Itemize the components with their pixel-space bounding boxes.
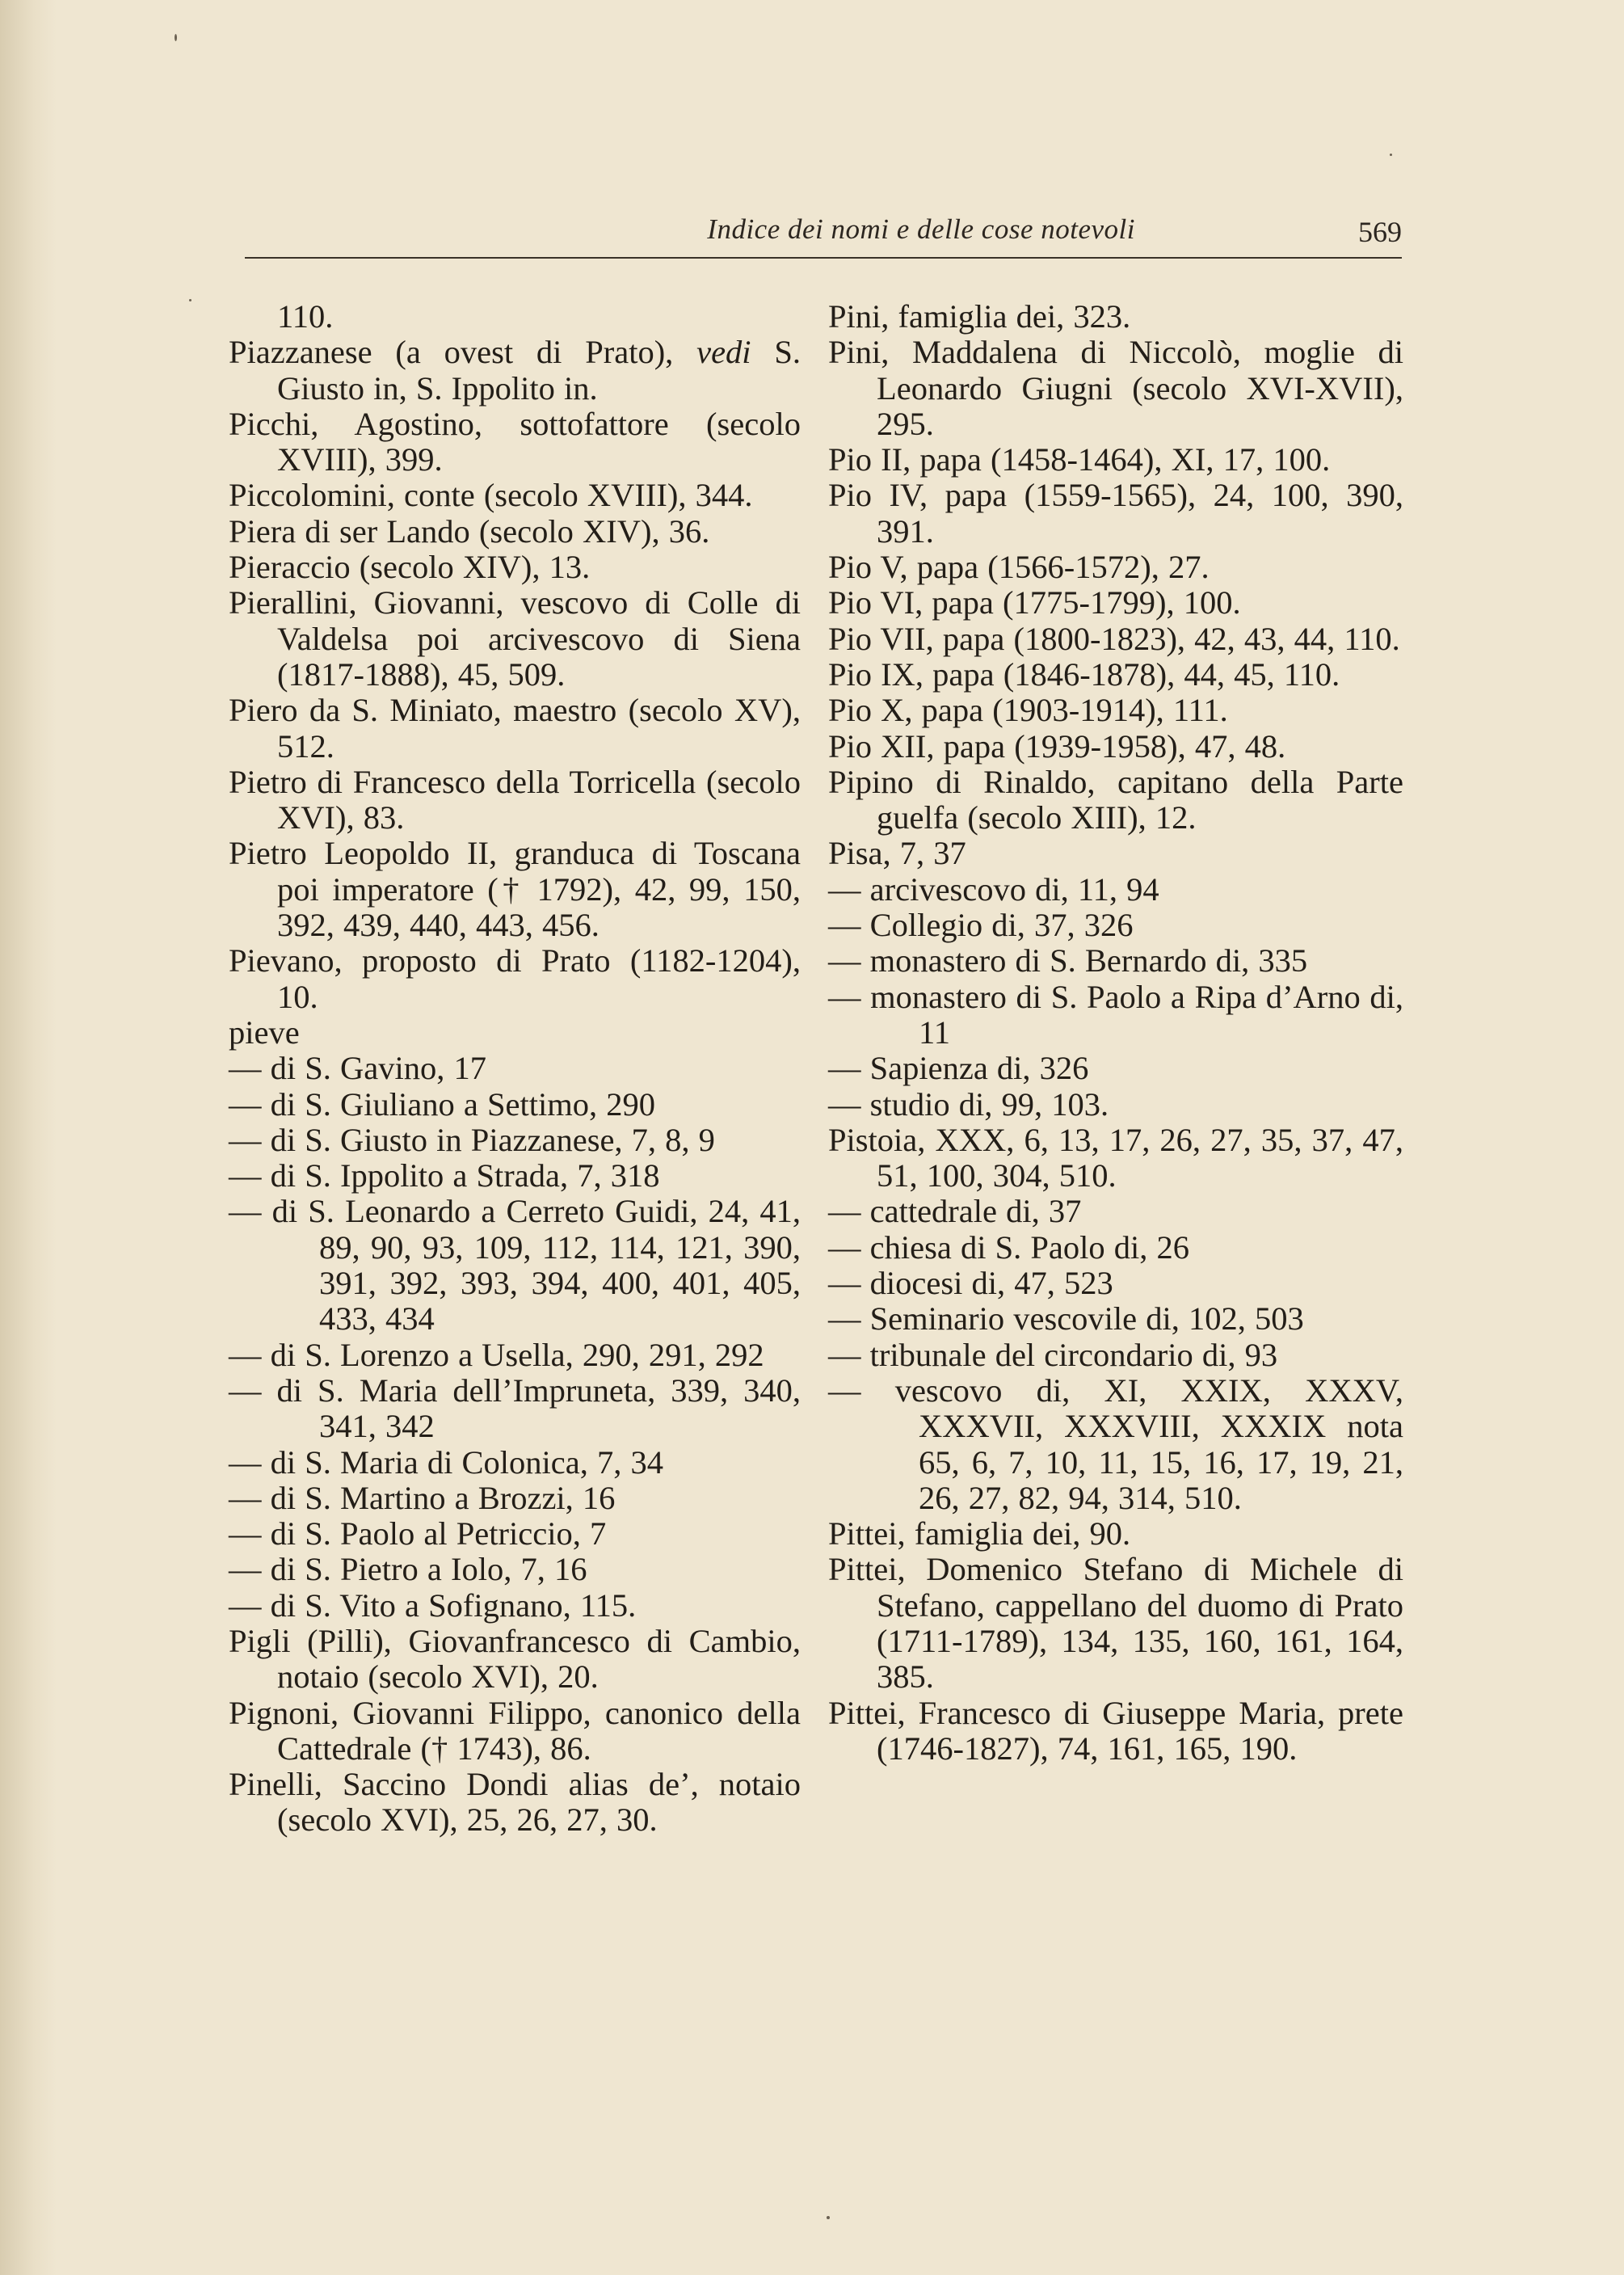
index-subentry: — Collegio di, 37, 326 <box>828 907 1134 944</box>
index-entry: 110. <box>277 298 334 335</box>
binding-gutter <box>0 0 57 2275</box>
index-entry: Pietro Leopoldo II, granduca di Toscana poi imperatore († 1792), 42, 99, 150, 392, 439, 440, 443, 456. <box>229 835 801 944</box>
index-subentry: — di S. Martino a Brozzi, 16 <box>229 1479 616 1516</box>
index-entry: Piazzanese (a ovest di Prato), vedi S. Giusto in, S. Ippolito in. <box>229 334 801 407</box>
running-title: Indice dei nomi e delle cose notevoli <box>707 213 1135 245</box>
index-entry: Pittei, famiglia dei, 90. <box>828 1515 1131 1552</box>
index-subentry: — diocesi di, 47, 523 <box>828 1265 1113 1302</box>
index-entry: Pittei, Francesco di Giuseppe Maria, prete (1746-1827), 74, 161, 165, 190. <box>828 1694 1403 1767</box>
index-entry: Pio V, papa (1566-1572), 27. <box>828 549 1210 586</box>
index-entry: Pisa, 7, 37 <box>828 835 966 872</box>
index-subentry: — chiesa di S. Paolo di, 26 <box>828 1228 1189 1266</box>
index-subentry: — di S. Leonardo a Cerreto Guidi, 24, 41, 89, 90, 93, 109, 112, 114, 121, 390, 391, 392, 393, 394, 400, 401, 405, 433, 434 <box>229 1193 801 1338</box>
index-subentry: — di S. Paolo al Petriccio, 7 <box>229 1515 607 1552</box>
index-entry: Picchi, Agostino, sottofattore (secolo XVIII), 399. <box>229 405 801 478</box>
index-entry: Piera di ser Lando (secolo XIV), 36. <box>229 512 710 550</box>
index-subentry: — di S. Lorenzo a Usella, 290, 291, 292 <box>229 1336 764 1373</box>
index-subentry: — di S. Vito a Sofignano, 115. <box>229 1586 637 1624</box>
index-entry: Pio VII, papa (1800-1823), 42, 43, 44, 110. <box>828 620 1400 657</box>
index-entry: Pierallini, Giovanni, vescovo di Colle di Valdelsa poi arcivescovo di Siena (1817-1888), 45, 509. <box>229 584 801 693</box>
index-subentry: — cattedrale di, 37 <box>828 1193 1082 1230</box>
index-entry: Pieraccio (secolo XIV), 13. <box>229 549 591 586</box>
index-subentry: — monastero di S. Bernardo di, 335 <box>828 942 1308 980</box>
index-entry: Piccolomini, conte (secolo XVIII), 344. <box>229 477 753 514</box>
index-entry: Pini, famiglia dei, 323. <box>828 298 1131 335</box>
index-heading: pieve <box>229 1013 300 1051</box>
index-entry: Pio II, papa (1458-1464), XI, 17, 100. <box>828 441 1331 478</box>
paper-speck <box>1390 154 1392 156</box>
index-entry: Pini, Maddalena di Niccolò, moglie di Leonardo Giugni (secolo XVI-XVII), 295. <box>828 334 1403 442</box>
index-entry: Pignoni, Giovanni Filippo, canonico della Cattedrale († 1743), 86. <box>229 1694 801 1767</box>
index-entry: Pigli (Pilli), Giovanfrancesco di Cambio, notaio (secolo XVI), 20. <box>229 1622 801 1696</box>
running-head <box>245 212 1402 259</box>
index-subentry: — di S. Gavino, 17 <box>229 1050 487 1087</box>
paper-speck <box>175 34 177 41</box>
index-subentry: — studio di, 99, 103. <box>828 1085 1109 1123</box>
index-entry: Pipino di Rinaldo, capitano della Parte guelfa (secolo XIII), 12. <box>828 763 1403 836</box>
index-subentry: — di S. Giusto in Piazzanese, 7, 8, 9 <box>229 1121 715 1158</box>
index-subentry: — vescovo di, XI, XXIX, XXXV, XXXVII, XXXVIII, XXXIX nota 65, 6, 7, 10, 11, 15, 16, 17, 19, 21, 26, 27, 82, 94, 314, 510. <box>828 1371 1403 1516</box>
index-entry: Pistoia, XXX, 6, 13, 17, 26, 27, 35, 37, 47, 51, 100, 304, 510. <box>828 1121 1403 1194</box>
page-number: 569 <box>1358 216 1402 248</box>
index-entry: Pio X, papa (1903-1914), 111. <box>828 692 1228 729</box>
index-column-right <box>828 299 1403 1767</box>
paper-speck <box>827 2216 830 2219</box>
paper-speck <box>189 299 191 301</box>
index-entry: Pio VI, papa (1775-1799), 100. <box>828 584 1241 621</box>
index-subentry: — di S. Ippolito a Strada, 7, 318 <box>229 1157 660 1194</box>
index-entry: Pievano, proposto di Prato (1182-1204), 10. <box>229 942 801 1015</box>
index-subentry: — tribunale del circondario di, 93 <box>828 1336 1278 1373</box>
index-subentry: — arcivescovo di, 11, 94 <box>828 870 1159 908</box>
index-subentry: — di S. Giuliano a Settimo, 290 <box>229 1085 655 1123</box>
index-entry: Pio IV, papa (1559-1565), 24, 100, 390, 391. <box>828 477 1403 550</box>
index-column-left <box>229 299 801 1839</box>
index-entry: Pietro di Francesco della Torricella (secolo XVI), 83. <box>229 763 801 836</box>
index-entry: Piero da S. Miniato, maestro (secolo XV), 512. <box>229 692 801 765</box>
index-subentry: — monastero di S. Paolo a Ripa d’Arno di, 11 <box>828 978 1403 1051</box>
index-subentry: — di S. Pietro a Iolo, 7, 16 <box>229 1551 587 1588</box>
index-entry: Pittei, Domenico Stefano di Michele di Stefano, cappellano del duomo di Prato (1711-1789), 134, 135, 160, 161, 164, 385. <box>828 1551 1403 1696</box>
index-entry: Pio XII, papa (1939-1958), 47, 48. <box>828 727 1286 765</box>
index-subentry: — Sapienza di, 326 <box>828 1050 1089 1087</box>
index-subentry: — Seminario vescovile di, 102, 503 <box>828 1300 1304 1338</box>
index-subentry: — di S. Maria di Colonica, 7, 34 <box>229 1443 663 1481</box>
index-subentry: — di S. Maria dell’Impruneta, 339, 340, 341, 342 <box>229 1371 801 1445</box>
index-entry: Pinelli, Saccino Dondi alias de’, notaio (secolo XVI), 25, 26, 27, 30. <box>229 1766 801 1839</box>
index-entry: Pio IX, papa (1846-1878), 44, 45, 110. <box>828 655 1340 693</box>
